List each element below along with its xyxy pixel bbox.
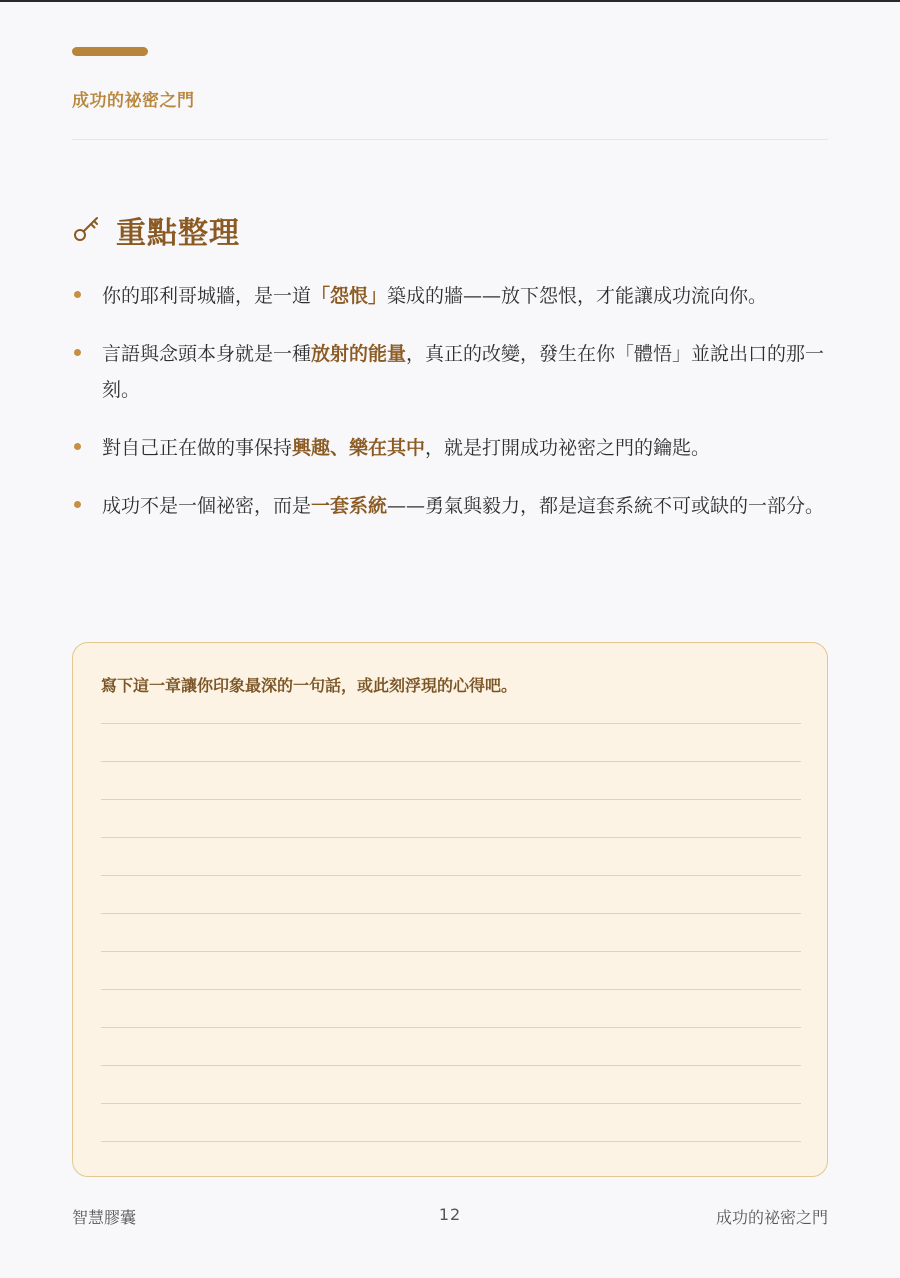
key-points-list (72, 278, 828, 546)
bullet-dot-icon (74, 443, 81, 450)
section-title: 重點整理 (116, 216, 240, 251)
section-heading (72, 206, 240, 254)
bullet-text: ，真正的改變，發生在你「體悟」並說出口的那一刻。 (102, 343, 825, 401)
key-point-item (72, 430, 828, 466)
highlighted-phrase: 一套系統 (311, 495, 388, 517)
writing-line (101, 913, 801, 914)
writing-line (101, 761, 801, 762)
reflection-note-box[interactable] (72, 642, 828, 1177)
writing-line (101, 1103, 801, 1104)
footer-book-title: 智慧膠囊 (72, 1208, 137, 1227)
key-point-item (72, 488, 828, 524)
highlighted-phrase: 「怨恨」 (311, 285, 388, 307)
key-point-item (72, 336, 828, 408)
highlighted-phrase: 興趣、樂在其中 (292, 437, 426, 459)
writing-line (101, 1065, 801, 1066)
bullet-text: ——勇氣與毅力，都是這套系統不可或缺的一部分。 (387, 495, 825, 517)
bullet-text: ，就是打開成功祕密之門的鑰匙。 (425, 437, 711, 459)
bullet-text: 對自己正在做的事保持 (102, 437, 293, 459)
key-icon (72, 215, 102, 245)
bullet-dot-icon (74, 291, 81, 298)
top-border (0, 0, 900, 2)
footer-chapter-title: 成功的祕密之門 (715, 1208, 828, 1227)
highlighted-phrase: 放射的能量 (311, 343, 407, 365)
writing-line (101, 1027, 801, 1028)
bullet-text: 你的耶利哥城牆，是一道 (102, 285, 312, 307)
bullet-text: 成功不是一個祕密，而是 (102, 495, 312, 517)
writing-line (101, 723, 801, 724)
key-point-item (72, 278, 828, 314)
chapter-label: 成功的祕密之門 (72, 91, 195, 111)
writing-line (101, 1141, 801, 1142)
header-accent-bar (72, 47, 148, 56)
writing-line (101, 951, 801, 952)
bullet-dot-icon (74, 501, 81, 508)
bullet-dot-icon (74, 349, 81, 356)
writing-line (101, 837, 801, 838)
note-prompt: 寫下這一章讓你印象最深的一句話，或此刻浮現的心得吧。 (101, 676, 518, 695)
writing-line (101, 989, 801, 990)
footer-page-number: 12 (438, 1205, 462, 1224)
bullet-text: 築成的牆——放下怨恨，才能讓成功流向你。 (387, 285, 768, 307)
bullet-text: 言語與念頭本身就是一種 (102, 343, 312, 365)
writing-line (101, 799, 801, 800)
header-divider (72, 139, 828, 140)
writing-line (101, 875, 801, 876)
